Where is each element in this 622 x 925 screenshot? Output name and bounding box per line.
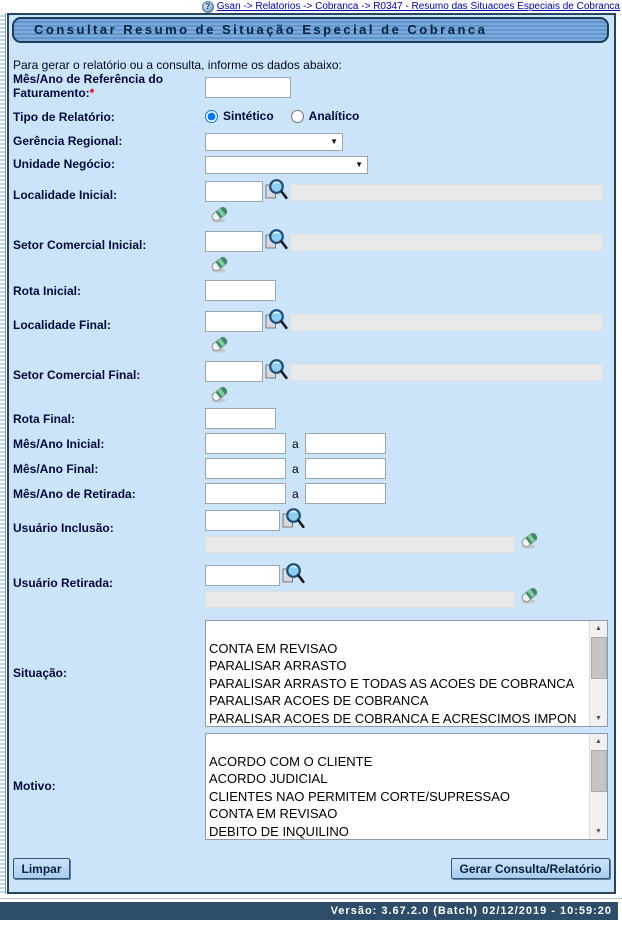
setor-comercial-final-description-field [290,364,603,381]
scroll-down-icon[interactable]: ▼ [590,711,607,726]
setor-comercial-inicial-code-input[interactable] [205,231,263,252]
motivo-label: Motivo: [13,779,56,793]
scroll-down-icon[interactable]: ▼ [590,824,607,839]
usuario-retirada-description-field [205,591,515,608]
usuario-retirada-eraser-icon[interactable] [520,585,539,604]
usuario-inclusao-search-icon[interactable] [280,506,305,530]
rota-final-label: Rota Final: [13,412,75,426]
localidade-final-eraser-icon[interactable] [210,334,229,353]
breadcrumb [0,0,620,13]
usuario-retirada-code-input[interactable] [205,565,280,586]
localidade-inicial-code-input[interactable] [205,181,263,202]
situacao-option[interactable]: PARALISAR ACOES DE COBRANCA E ACRESCIMOS IMPON [209,710,577,726]
gerencia-regional-label: Gerência Regional: [13,134,123,148]
localidade-final-search-icon[interactable] [263,307,288,331]
localidade-inicial-label: Localidade Inicial: [13,188,118,202]
mes-ano-inicial-from-input[interactable] [205,433,286,454]
gerencia-regional-select[interactable] [205,133,343,151]
mes-ano-final-from-input[interactable] [205,458,286,479]
tipo-analitico-label[interactable]: Analítico [308,109,360,123]
scrollbar-thumb[interactable] [591,637,607,679]
localidade-inicial-description-field [290,184,603,201]
range-separator: a [292,487,299,501]
tipo-relatorio-label: Tipo de Relatório: [13,110,115,124]
setor-comercial-final-eraser-icon[interactable] [210,384,229,403]
breadcrumb-link[interactable]: Gsan -> Relatorios -> Cobranca -> R0347 - Resumo das Situacoes Especiais de Cobranca [216,1,620,12]
rota-inicial-input[interactable] [205,280,276,301]
chevron-down-icon: ▼ [355,160,363,169]
version-bar [0,902,618,920]
page-title: Consultar Resumo de Situação Especial de Cobranca [12,17,609,43]
unidade-negocio-select[interactable] [205,156,368,174]
mes-ano-retirada-label: Mês/Ano de Retirada: [13,487,136,501]
tipo-relatorio-radio-group [205,109,359,123]
situacao-scrollbar[interactable] [589,621,607,726]
localidade-final-code-input[interactable] [205,311,263,332]
usuario-inclusao-code-input[interactable] [205,510,280,531]
usuario-inclusao-eraser-icon[interactable] [520,530,539,549]
setor-comercial-final-search-icon[interactable] [263,357,288,381]
tipo-sintetico-label[interactable]: Sintético [223,109,274,123]
localidade-final-label: Localidade Final: [13,318,112,332]
mes-ano-inicial-to-input[interactable] [305,433,386,454]
motivo-scrollbar[interactable] [589,734,607,839]
mes-ano-referencia-label [13,72,203,100]
tipo-analitico-radio[interactable] [291,110,304,123]
situacao-option[interactable]: CONTA EM REVISAO [209,640,338,656]
situacao-option[interactable]: PARALISAR ACOES DE COBRANCA [209,693,429,708]
localidade-inicial-eraser-icon[interactable] [210,204,229,223]
chevron-down-icon: ▼ [330,137,338,146]
motivo-option[interactable]: ACORDO COM O CLIENTE [209,753,373,769]
motivo-option[interactable] [209,735,590,753]
usuario-inclusao-label: Usuário Inclusão: [13,521,114,535]
setor-comercial-final-label: Setor Comercial Final: [13,368,141,382]
usuario-inclusao-description-field [205,536,515,553]
motivo-option[interactable]: CLIENTES NAO PERMITEM CORTE/SUPRESSAO [209,788,510,804]
scroll-up-icon[interactable]: ▲ [590,734,607,749]
rota-inicial-label: Rota Inicial: [13,284,82,298]
mes-ano-referencia-input[interactable] [205,77,291,98]
mes-ano-retirada-to-input[interactable] [305,483,386,504]
version-text: Versão: 3.67.2.0 (Batch) 02/12/2019 - 10:59:20 [330,905,612,917]
motivo-option[interactable]: ACORDO JUDICIAL [209,771,328,786]
mes-ano-inicial-label: Mês/Ano Inicial: [13,437,105,451]
help-icon[interactable]: ? [202,1,214,13]
setor-comercial-inicial-search-icon[interactable] [263,227,288,251]
motivo-listbox[interactable] [205,733,608,840]
localidade-inicial-search-icon[interactable] [263,177,288,201]
scroll-up-icon[interactable]: ▲ [590,621,607,636]
gerar-consulta-relatorio-button[interactable]: Gerar Consulta/Relatório [451,858,610,879]
tipo-sintetico-radio[interactable] [205,110,218,123]
unidade-negocio-label: Unidade Negócio: [13,157,116,171]
limpar-button[interactable]: Limpar [13,858,70,879]
motivo-option[interactable]: CONTA EM REVISAO [209,806,338,821]
setor-comercial-final-code-input[interactable] [205,361,263,382]
situacao-listbox[interactable] [205,620,608,727]
situacao-option[interactable]: PARALISAR ARRASTO E TODAS AS ACOES DE COBRANCA [209,675,575,691]
situacao-option[interactable]: PARALISAR ARRASTO [209,658,347,673]
localidade-final-description-field [290,314,603,331]
setor-comercial-inicial-eraser-icon[interactable] [210,254,229,273]
usuario-retirada-label: Usuário Retirada: [13,576,114,590]
situacao-label: Situação: [13,666,68,680]
mes-ano-final-label: Mês/Ano Final: [13,462,99,476]
range-separator: a [292,462,299,476]
mes-ano-retirada-from-input[interactable] [205,483,286,504]
motivo-option[interactable]: DEBITO DE INQUILINO [209,823,349,839]
rota-final-input[interactable] [205,408,276,429]
usuario-retirada-search-icon[interactable] [280,561,305,585]
required-marker: * [89,86,95,100]
situacao-option[interactable] [209,622,590,640]
setor-comercial-inicial-description-field [290,234,603,251]
intro-text: Para gerar o relatório ou a consulta, informe os dados abaixo: [13,58,342,72]
footer-divider [0,898,622,899]
mes-ano-referencia-label-text: Mês/Ano de Referência do Faturamento: [13,72,164,100]
mes-ano-final-to-input[interactable] [305,458,386,479]
left-frame-stripe [0,13,6,894]
scrollbar-thumb[interactable] [591,750,607,792]
setor-comercial-inicial-label: Setor Comercial Inicial: [13,238,147,252]
range-separator: a [292,437,299,451]
